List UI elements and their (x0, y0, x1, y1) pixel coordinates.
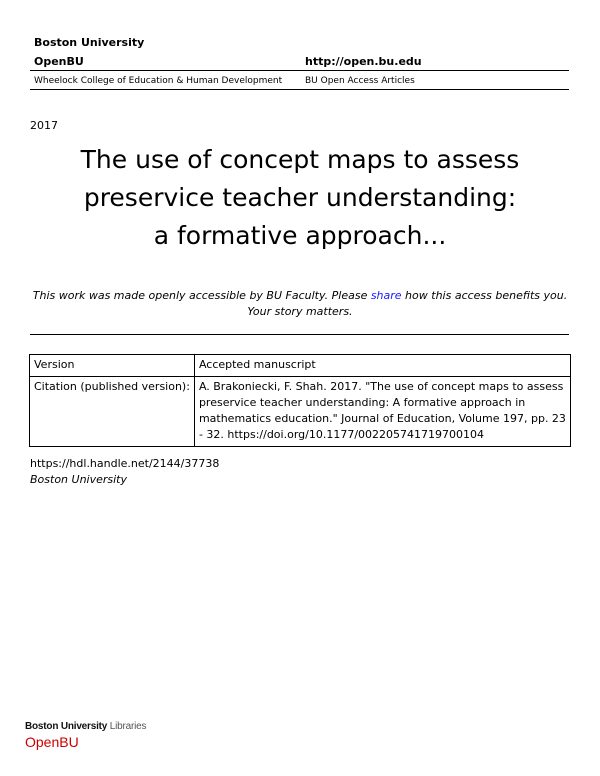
logo-libraries: Libraries (107, 721, 147, 732)
open-access-notice (30, 288, 570, 320)
metadata-table (29, 354, 571, 447)
openbu-logo[interactable] (25, 721, 146, 751)
handle-link[interactable]: https://hdl.handle.net/2144/37738 (30, 457, 220, 470)
title-line-2: preservice teacher understanding: (83, 183, 517, 212)
title-line-1: The use of concept maps to assess (80, 145, 520, 174)
footer-institution: Boston University (30, 473, 128, 486)
title-line-3: a formative approach... (153, 221, 447, 250)
repository-name: OpenBU (34, 55, 84, 68)
logo-openbu: OpenBU (25, 734, 79, 750)
citation-value: A. Brakoniecki, F. Shah. 2017. "The use of concept maps to assess preservice teacher understanding: A formative approach in mathematics education." Journal of Education, Volume 197, pp. 23 - 32. https://doi.org/10.1177/002205741719700104 (194, 377, 570, 447)
notice-divider (30, 334, 569, 335)
version-value: Accepted manuscript (194, 355, 570, 377)
document-title (30, 141, 570, 255)
logo-institution: Boston University (25, 721, 108, 732)
share-link[interactable]: share (370, 289, 402, 302)
citation-label: Citation (published version): (30, 377, 195, 447)
institution-name: Boston University (34, 36, 145, 49)
header-bottom-divider (30, 89, 569, 90)
table-row-version (30, 355, 571, 377)
publication-year: 2017 (30, 119, 58, 132)
table-row-citation (30, 377, 571, 447)
notice-line-2: Your story matters. (247, 305, 353, 318)
header-divider (30, 70, 569, 71)
notice-text-after: how this access benefits you. (401, 289, 568, 302)
series-name[interactable]: BU Open Access Articles (305, 76, 415, 86)
collection-name[interactable]: Wheelock College of Education & Human Development (34, 76, 283, 86)
notice-text-before: This work was made openly accessible by BU Faculty. Please (32, 289, 371, 302)
version-label: Version (30, 355, 195, 377)
repository-url[interactable]: http://open.bu.edu (305, 55, 422, 68)
